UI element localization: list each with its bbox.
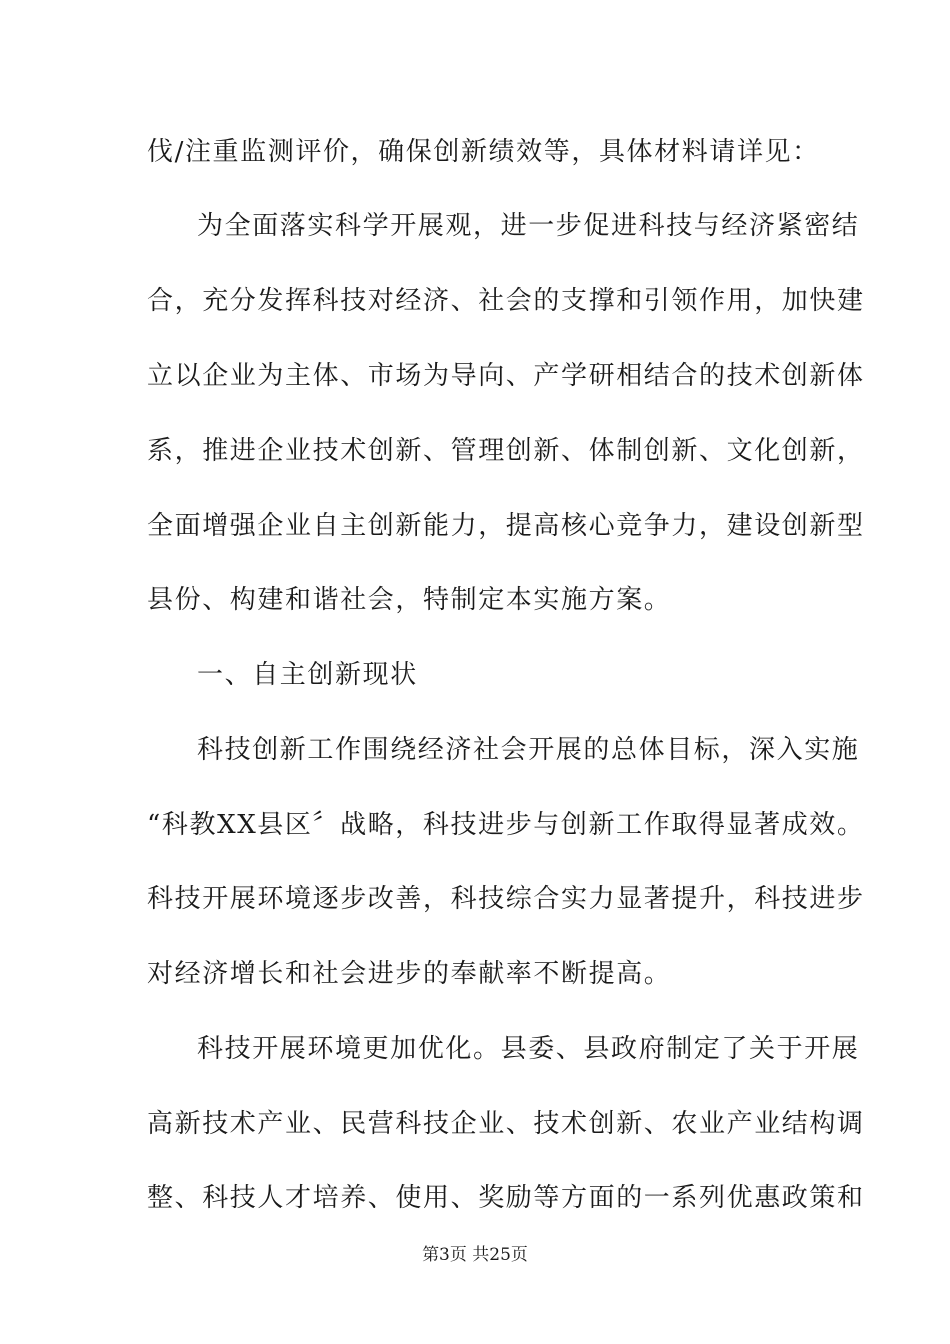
paragraph-start-line: 为全面落实科学开展观，进一步促进科技与经济紧密结 (197, 211, 860, 241)
text-line: 对经济增长和社会进步的奉献率不断提高。 (147, 959, 672, 989)
paragraph-start-line: 科技开展环境更加优化。县委、县政府制定了关于开展 (197, 1034, 860, 1064)
text-line: 高新技术产业、民营科技企业、技术创新、农业产业结构调 (147, 1109, 865, 1139)
text-line: 整、科技人才培养、使用、奖励等方面的一系列优惠政策和 (147, 1183, 865, 1213)
text-line: 全面增强企业自主创新能力，提高核心竞争力，建设创新型 (147, 511, 865, 541)
text-line: 立以企业为主体、市场为导向、产学研相结合的技术创新体 (147, 361, 865, 391)
page-number-footer: 第3页 共25页 (422, 1245, 528, 1265)
text-line: 科技开展环境逐步改善，科技综合实力显著提升，科技进步 (147, 884, 865, 914)
paragraph-start-line: 科技创新工作围绕经济社会开展的总体目标，深入实施 (197, 735, 860, 765)
section-heading: 一、自主创新现状 (197, 660, 418, 690)
text-line: 系，推进企业技术创新、管理创新、体制创新、文化创新， (147, 436, 865, 466)
text-line: 伐/注重监测评价，确保创新绩效等，具体材料请详见： (147, 137, 820, 167)
text-line: 合，充分发挥科技对经济、社会的支撑和引领作用，加快建 (147, 286, 865, 316)
text-line: 县份、构建和谐社会，特制定本实施方案。 (147, 585, 672, 615)
text-line: “科教XX县区〞战略，科技进步与创新工作取得显著成效。 (147, 810, 865, 840)
